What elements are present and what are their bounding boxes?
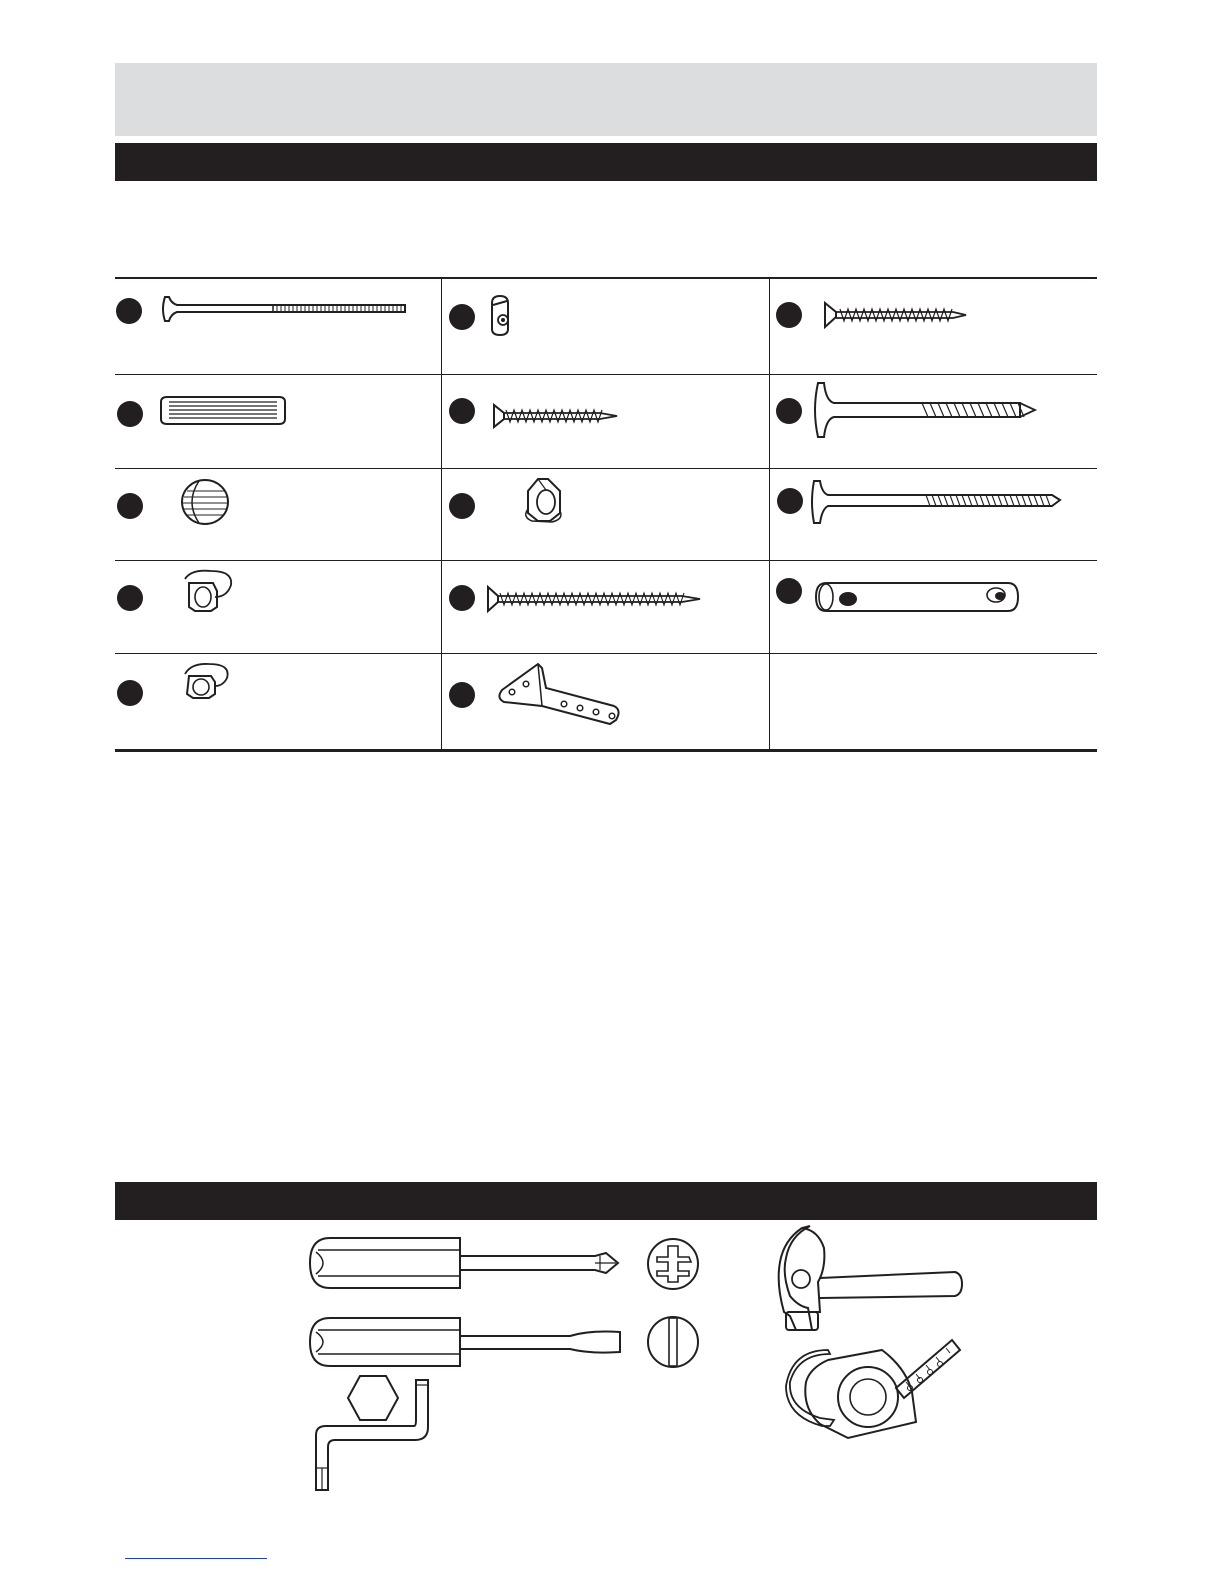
long-threaded-bolt-icon [770, 469, 1097, 561]
footer-link[interactable] [125, 1546, 267, 1559]
cross-dowel-bar-icon [770, 561, 1097, 654]
medium-wood-screw-icon [442, 375, 770, 469]
part-cell-9 [770, 469, 1097, 561]
joint-connector-bolt-icon [115, 279, 442, 375]
part-cell-12 [770, 561, 1097, 654]
flat-head-icon [648, 1317, 698, 1367]
phillips-head-icon [648, 1239, 698, 1289]
cover-cap-icon [115, 469, 442, 561]
part-cell-2 [442, 279, 770, 375]
part-cell-1 [115, 279, 442, 375]
part-cell-13 [115, 654, 442, 749]
l-bracket-icon [442, 654, 770, 749]
tape-measure-icon [786, 1340, 960, 1438]
part-cell-5 [442, 375, 770, 469]
allen-key-icon [316, 1376, 428, 1490]
tools-illustration [290, 1222, 990, 1502]
flanged-insert-nut-icon [442, 469, 770, 561]
parts-grid [115, 277, 1097, 752]
part-cell-6 [770, 375, 1097, 469]
short-wood-screw-icon [770, 279, 1097, 375]
part-cell-7 [115, 469, 442, 561]
insert-nut-icon [115, 654, 442, 749]
long-wood-screw-icon [442, 561, 770, 654]
tools-section-bar [115, 1182, 1097, 1220]
hammer-icon [779, 1226, 962, 1330]
flat-screwdriver-icon [310, 1318, 620, 1366]
wooden-dowel-icon [115, 375, 442, 469]
barrel-nut-icon [442, 279, 770, 375]
part-cell-3 [770, 279, 1097, 375]
long-hex-head-bolt-icon [770, 375, 1097, 469]
part-cell-11 [442, 561, 770, 654]
small-insert-nut-icon [115, 561, 442, 654]
fittings-section-bar [115, 143, 1097, 181]
part-cell-14 [442, 654, 770, 749]
part-cell-4 [115, 375, 442, 469]
header-band [115, 63, 1097, 136]
part-cell-10 [115, 561, 442, 654]
part-cell-empty [770, 654, 1097, 749]
phillips-screwdriver-icon [310, 1238, 618, 1288]
part-cell-8 [442, 469, 770, 561]
